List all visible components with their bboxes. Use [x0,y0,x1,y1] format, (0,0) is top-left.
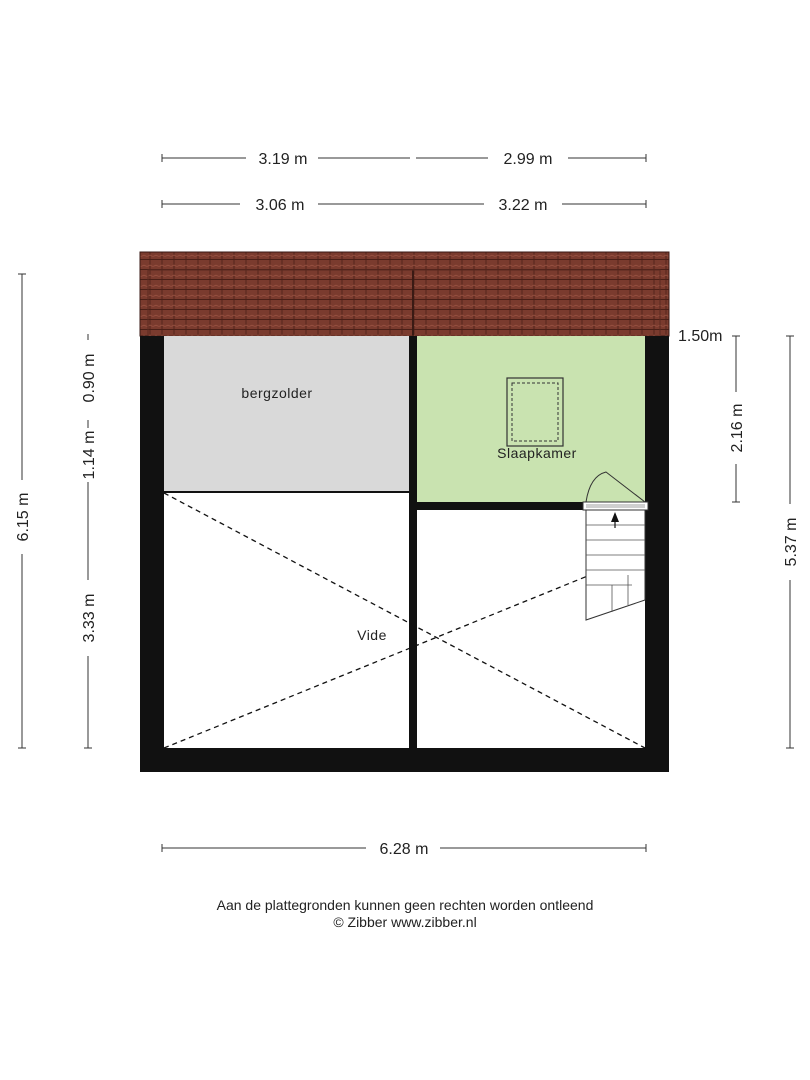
dimension-right-inner [729,336,746,502]
dim-right-outer: 5.37 m [783,517,800,567]
dimension-top-row2 [162,197,646,214]
dim-left-outer: 6.15 m [15,492,32,542]
bedroom-room [417,336,645,502]
room-label-void: Vide [357,627,387,643]
dim-left-inner-bottom: 3.33 m [81,593,98,643]
dimension-left-outer [15,274,32,748]
dim-right-roof: 1.50m [678,328,723,345]
room-label-bedroom: Slaapkamer [497,445,577,461]
dimension-left-inner [81,334,98,748]
void-left [164,493,409,748]
disclaimer-line2: © Zibber www.zibber.nl [333,914,477,930]
dimension-bottom [162,841,646,858]
dim-top-1b: 2.99 m [503,151,553,168]
roof-tiles [140,252,669,336]
storage-room [164,336,409,491]
disclaimer-line1: Aan de plattegronden kunnen geen rechten worden ontleend [216,897,594,913]
room-label-storage: bergzolder [241,385,313,401]
staircase-icon [583,502,648,620]
dim-bottom: 6.28 m [379,841,429,858]
dim-left-inner-small: 0.90 m [81,353,98,403]
dimension-top-row1 [162,151,646,168]
dim-right-inner: 2.16 m [729,403,746,453]
dimension-right-outer [783,336,800,748]
dim-top-2b: 3.22 m [498,197,548,214]
dim-left-inner-top: 1.14 m [81,430,98,480]
dim-top-1a: 3.19 m [258,151,308,168]
dim-top-2a: 3.06 m [255,197,305,214]
